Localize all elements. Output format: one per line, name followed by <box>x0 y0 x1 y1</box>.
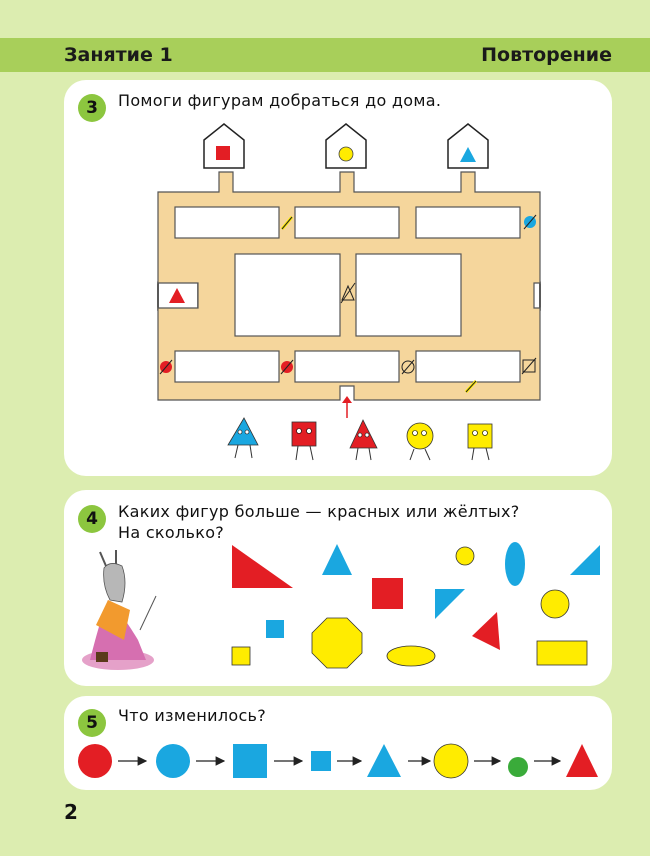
lesson-title: Занятие 1 <box>64 44 173 66</box>
task-4-line-1: Каких фигур больше — красных или жёлтых? <box>118 502 520 521</box>
task-3-text: Помоги фигурам добраться до дома. <box>118 91 442 110</box>
seq-red-triangle <box>566 744 598 777</box>
seq-red-circle <box>78 744 112 778</box>
page-number: 2 <box>64 800 78 824</box>
section-title: Повторение <box>481 44 612 66</box>
seq-blue-square-small <box>311 751 331 771</box>
seq-yellow-circle <box>434 744 468 778</box>
task-4-line-2: На сколько? <box>118 523 225 542</box>
task-4-number: 4 <box>78 505 106 533</box>
seq-blue-triangle <box>367 744 401 777</box>
task-5-number: 5 <box>78 709 106 737</box>
seq-blue-square <box>233 744 267 778</box>
task-5-text: Что изменилось? <box>118 706 267 725</box>
task-3-number: 3 <box>78 94 106 122</box>
seq-green-circle <box>508 757 528 777</box>
seq-blue-circle <box>156 744 190 778</box>
